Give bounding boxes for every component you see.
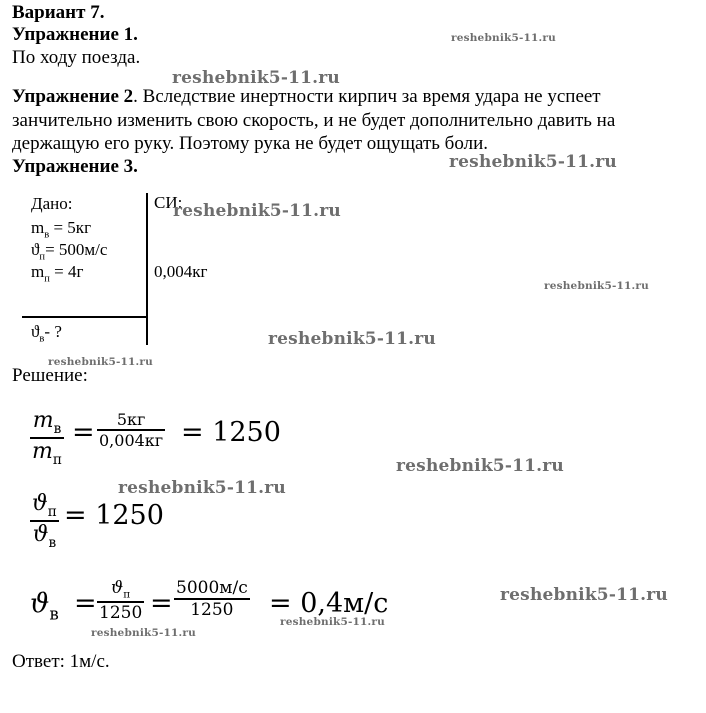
eq1-value-denominator: 0,004кг	[99, 431, 164, 450]
eq1-fraction-symbols	[30, 408, 64, 468]
solution-label: Решение:	[12, 365, 88, 386]
si-label: СИ:	[154, 193, 183, 212]
watermark: reshebnik5-11.ru	[173, 201, 341, 221]
watermark: reshebnik5-11.ru	[118, 478, 286, 498]
exercise-2-line-2: занчительно изменить свою скорость, и не будет дополнительно давить на	[12, 110, 616, 131]
watermark: reshebnik5-11.ru	[268, 329, 436, 349]
eq3-fraction-1-numerator: $ϑ_п$	[111, 578, 131, 601]
eq3-fraction-1	[97, 578, 144, 623]
watermark: reshebnik5-11.ru	[172, 68, 340, 88]
si-mass-bullet: 0,004кг	[154, 262, 208, 281]
eq2-denominator: $ϑ_в$	[32, 522, 57, 552]
exercise-2-line-1	[12, 86, 601, 108]
eq3-fraction-2	[174, 578, 250, 620]
given-speed-bullet: $ϑ_п= 500м/с$	[31, 240, 108, 263]
watermark: reshebnik5-11.ru	[451, 32, 556, 44]
watermark: reshebnik5-11.ru	[396, 456, 564, 476]
eq2-fraction	[30, 491, 59, 551]
eq3-lhs: $ϑ_в$	[30, 588, 59, 624]
answer-text: Ответ: 1м/с.	[12, 651, 110, 672]
variant-title: Вариант 7.	[12, 2, 105, 23]
given-horizontal-divider	[22, 316, 148, 318]
eq3-equals-2: =	[150, 588, 173, 619]
eq3-equals-1: =	[74, 588, 97, 619]
eq1-numerator: $m_в$	[32, 408, 62, 438]
eq1-denominator: $m_п$	[32, 439, 62, 469]
eq3-fraction-2-numerator: 5000м/с	[176, 578, 248, 598]
given-mass-bullet: $m_п = 4г$	[31, 262, 84, 285]
eq1-result: = 1250	[181, 417, 281, 448]
given-mass-brick: $m_в = 5кг$	[31, 218, 92, 241]
watermark: reshebnik5-11.ru	[91, 627, 196, 639]
watermark: reshebnik5-11.ru	[544, 280, 649, 292]
watermark: reshebnik5-11.ru	[500, 585, 668, 605]
exercise-2-line-3: держащую его руку. Поэтому рука не будет ощущать боли.	[12, 133, 488, 154]
watermark: reshebnik5-11.ru	[48, 356, 153, 368]
eq2-numerator: $ϑ_п$	[32, 491, 57, 521]
eq3-fraction-2-denominator: 1250	[190, 600, 234, 620]
exercise-1-text: По ходу поезда.	[12, 47, 141, 68]
eq1-fraction-values	[97, 410, 165, 450]
eq3-fraction-1-denominator: 1250	[99, 602, 143, 623]
exercise-3-title: Упражнение 3.	[12, 156, 138, 177]
find-speed-brick: $ϑ_в-$ ?	[31, 322, 62, 345]
exercise-2-text-1: . Вследствие инертности кирпич за время удара не успеет	[133, 86, 601, 107]
eq2-result: = 1250	[64, 500, 164, 531]
eq3-result: = 0,4м/с	[269, 588, 389, 619]
exercise-2-title: Упражнение 2	[12, 86, 134, 107]
eq1-value-numerator: 5кг	[116, 410, 146, 429]
watermark: reshebnik5-11.ru	[280, 616, 385, 628]
watermark: reshebnik5-11.ru	[449, 152, 617, 172]
given-vertical-divider	[146, 193, 148, 345]
exercise-1-title: Упражнение 1.	[12, 24, 138, 45]
given-label: Дано:	[31, 194, 73, 213]
eq1-equals: =	[72, 417, 95, 448]
